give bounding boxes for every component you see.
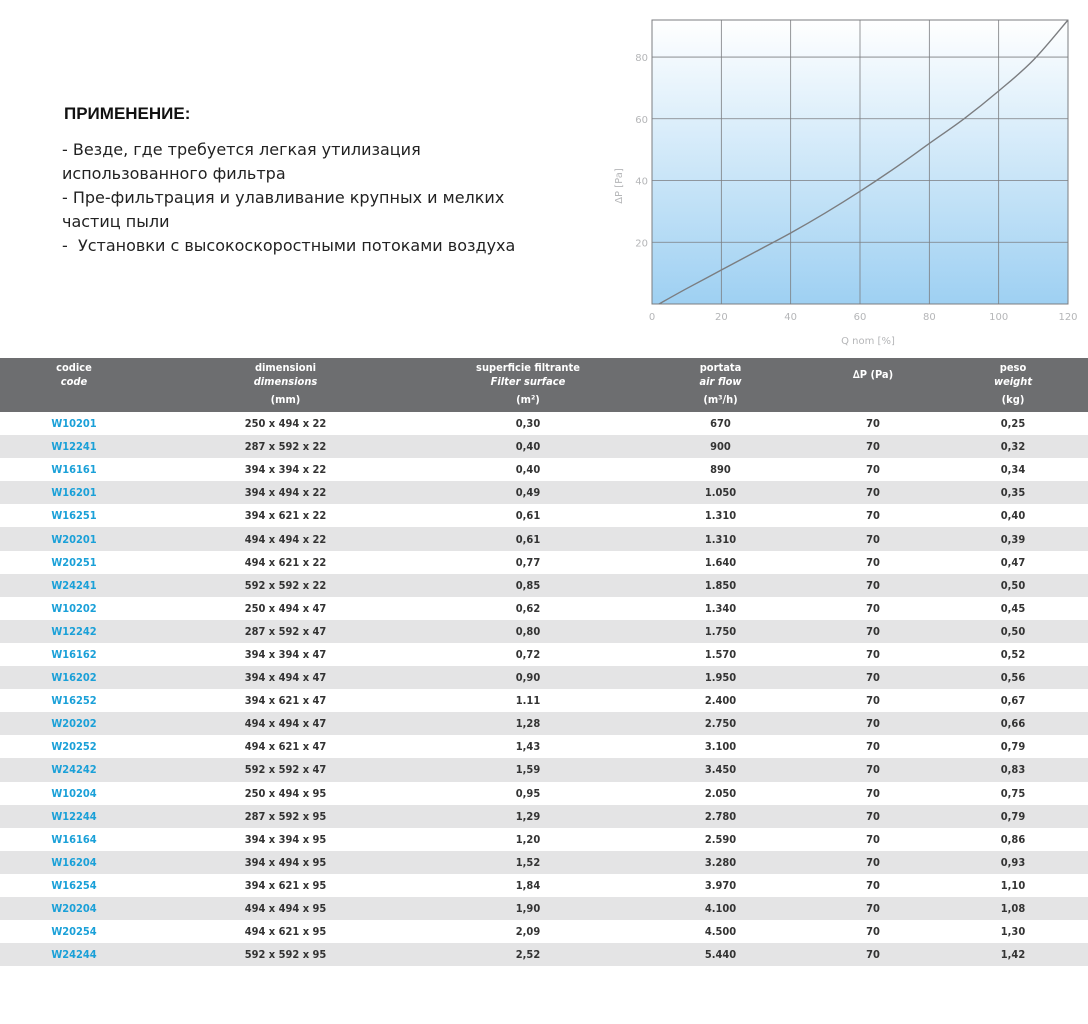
header-main-label: superficie filtrante xyxy=(476,361,580,374)
table-row xyxy=(0,897,1088,920)
header-cell-content xyxy=(808,358,938,412)
pressure-drop-cell: 70 xyxy=(808,758,938,781)
filter-surface-cell: 1,59 xyxy=(423,758,633,781)
dimensions-cell: 287 x 592 x 95 xyxy=(148,805,423,828)
dimensions-cell: 494 x 621 x 95 xyxy=(244,925,327,939)
pressure-drop-cell: 70 xyxy=(866,878,880,892)
header-main-label: ∆P (Pa) xyxy=(852,368,894,381)
header-air-flow xyxy=(633,358,808,412)
table-header-row xyxy=(0,358,1088,412)
filter-surface-cell: 1,52 xyxy=(423,851,633,874)
filter-surface-cell: 1,28 xyxy=(423,712,633,735)
table-row xyxy=(0,758,1088,781)
y-tick-label: 40 xyxy=(635,176,648,188)
header-main-label: portata xyxy=(699,361,742,374)
dimensions-cell: 394 x 394 x 22 xyxy=(244,463,327,477)
table-row xyxy=(0,597,1088,620)
air-flow-cell: 3.450 xyxy=(633,758,808,781)
product-code: W20252 xyxy=(51,740,97,754)
pressure-drop-cell: 70 xyxy=(866,740,880,754)
filter-specs-table xyxy=(0,358,1088,966)
product-code: W16251 xyxy=(51,509,97,523)
air-flow-cell: 1.850 xyxy=(633,574,808,597)
pressure-drop-cell: 70 xyxy=(808,574,938,597)
dimensions-cell: 394 x 621 x 47 xyxy=(244,694,327,708)
table-body xyxy=(0,412,1088,966)
weight-cell: 0,50 xyxy=(938,574,1088,597)
header-unit-label: (m³/h) xyxy=(703,393,738,406)
product-code: W16254 xyxy=(51,878,97,892)
dimensions-cell: 287 x 592 x 47 xyxy=(148,620,423,643)
header-sub-label: Filter surface xyxy=(490,375,566,388)
header-cell-content xyxy=(148,358,423,412)
weight-cell: 0,32 xyxy=(938,435,1088,458)
weight-cell: 0,39 xyxy=(938,527,1088,550)
table-row xyxy=(0,805,1088,828)
header-sub-label: air flow xyxy=(699,375,742,388)
y-tick-label: 60 xyxy=(635,114,648,126)
weight-cell: 0,79 xyxy=(1000,740,1026,754)
dimensions-cell: 592 x 592 x 22 xyxy=(148,574,423,597)
weight-cell: 0,35 xyxy=(938,481,1088,504)
x-tick-label: 0 xyxy=(648,312,656,323)
filter-surface-cell: 0,72 xyxy=(515,647,541,661)
filter-surface-cell: 0,49 xyxy=(423,481,633,504)
air-flow-cell: 670 xyxy=(710,417,731,431)
filter-surface-cell: 0,61 xyxy=(515,509,541,523)
table-row xyxy=(0,666,1088,689)
table-row xyxy=(0,435,1088,458)
pressure-drop-cell: 70 xyxy=(808,481,938,504)
header-unit-label: (m²) xyxy=(516,393,540,406)
table-row xyxy=(0,620,1088,643)
dimensions-cell: 494 x 621 x 47 xyxy=(244,740,327,754)
dimensions-cell: 394 x 394 x 47 xyxy=(244,647,327,661)
table-row xyxy=(0,874,1088,897)
air-flow-cell: 5.440 xyxy=(633,943,808,966)
x-axis-label: Q nom [%] xyxy=(841,336,895,347)
air-flow-cell: 1.050 xyxy=(633,481,808,504)
table-row xyxy=(0,551,1088,574)
product-code: W12244 xyxy=(0,805,148,828)
product-code: W16164 xyxy=(51,832,97,846)
air-flow-cell: 2.780 xyxy=(633,805,808,828)
dimensions-cell: 394 x 494 x 47 xyxy=(148,666,423,689)
x-tick-label: 120 xyxy=(1058,312,1078,323)
pressure-drop-cell: 70 xyxy=(808,805,938,828)
product-code: W12242 xyxy=(0,620,148,643)
pressure-drop-cell: 70 xyxy=(866,925,880,939)
weight-cell: 0,56 xyxy=(938,666,1088,689)
air-flow-cell: 1.340 xyxy=(704,601,737,615)
header-unit-label: (mm) xyxy=(270,393,301,406)
weight-cell: 0,40 xyxy=(1000,509,1026,523)
dimensions-cell: 394 x 621 x 95 xyxy=(244,878,327,892)
header-cell-content xyxy=(0,358,148,412)
product-code: W24244 xyxy=(0,943,148,966)
filter-surface-cell: 1,43 xyxy=(515,740,541,754)
application-line: использованного фильтра xyxy=(62,164,286,183)
pressure-drop-cell: 70 xyxy=(866,555,880,569)
application-line: частиц пыли xyxy=(62,212,170,231)
dimensions-cell: 592 x 592 x 95 xyxy=(148,943,423,966)
x-tick-label: 40 xyxy=(784,312,798,323)
table-row xyxy=(0,458,1088,481)
filter-surface-cell: 0,95 xyxy=(515,786,541,800)
table-row xyxy=(0,643,1088,666)
weight-cell: 1,30 xyxy=(1000,925,1026,939)
header-cell-content xyxy=(633,358,808,412)
air-flow-cell: 900 xyxy=(633,435,808,458)
header-cell-content xyxy=(938,358,1088,412)
weight-cell: 0,83 xyxy=(938,758,1088,781)
pressure-drop-cell: 70 xyxy=(808,897,938,920)
air-flow-cell: 1.310 xyxy=(633,527,808,550)
pressure-drop-cell: 70 xyxy=(866,417,880,431)
product-code: W20204 xyxy=(0,897,148,920)
filter-surface-cell: 2,09 xyxy=(515,925,541,939)
air-flow-cell: 3.100 xyxy=(704,740,737,754)
product-code: W12241 xyxy=(0,435,148,458)
header-filter-surface xyxy=(423,358,633,412)
weight-cell: 1,08 xyxy=(938,897,1088,920)
pressure-drop-cell: 70 xyxy=(866,601,880,615)
air-flow-cell: 2.400 xyxy=(704,694,737,708)
weight-cell: 0,86 xyxy=(1000,832,1026,846)
dimensions-cell: 494 x 494 x 22 xyxy=(148,527,423,550)
table-row xyxy=(0,504,1088,527)
header-code xyxy=(0,358,148,412)
application-section xyxy=(62,104,582,258)
application-line: - Установки с высокоскоростными потоками воздуха xyxy=(62,236,516,255)
filter-surface-cell: 1.11 xyxy=(515,694,541,708)
pressure-drop-cell: 70 xyxy=(866,647,880,661)
pressure-drop-cell: 70 xyxy=(866,509,880,523)
product-code: W16201 xyxy=(0,481,148,504)
dimensions-cell: 250 x 494 x 95 xyxy=(244,786,327,800)
air-flow-cell: 2.050 xyxy=(704,786,737,800)
pressure-drop-chart xyxy=(600,0,1088,352)
filter-surface-cell: 0,80 xyxy=(423,620,633,643)
pressure-drop-cell: 70 xyxy=(866,832,880,846)
dimensions-cell: 250 x 494 x 22 xyxy=(244,417,327,431)
air-flow-cell: 2.590 xyxy=(704,832,737,846)
pressure-drop-cell: 70 xyxy=(808,851,938,874)
filter-surface-cell: 2,52 xyxy=(423,943,633,966)
air-flow-cell: 890 xyxy=(710,463,731,477)
product-code: W20254 xyxy=(51,925,97,939)
header-main-label: dimensioni xyxy=(254,361,317,374)
product-code: W20201 xyxy=(0,527,148,550)
air-flow-cell: 4.500 xyxy=(704,925,737,939)
dimensions-cell: 494 x 494 x 95 xyxy=(148,897,423,920)
header-sub-label: dimensions xyxy=(253,375,318,388)
pressure-drop-cell: 70 xyxy=(808,943,938,966)
filter-surface-cell: 1,84 xyxy=(515,878,541,892)
filter-surface-cell: 0,40 xyxy=(423,435,633,458)
product-code: W16204 xyxy=(0,851,148,874)
dimensions-cell: 592 x 592 x 47 xyxy=(148,758,423,781)
weight-cell: 0,50 xyxy=(938,620,1088,643)
pressure-drop-cell: 70 xyxy=(808,527,938,550)
x-tick-label: 20 xyxy=(714,312,728,323)
air-flow-cell: 2.750 xyxy=(633,712,808,735)
weight-cell: 1,42 xyxy=(938,943,1088,966)
header-main-label: codice xyxy=(56,361,92,374)
weight-cell: 0,75 xyxy=(1000,786,1026,800)
weight-cell: 0,79 xyxy=(938,805,1088,828)
product-code: W24241 xyxy=(0,574,148,597)
weight-cell: 0,34 xyxy=(1000,463,1026,477)
table-row xyxy=(0,527,1088,550)
air-flow-cell: 4.100 xyxy=(633,897,808,920)
dimensions-cell: 494 x 621 x 22 xyxy=(244,555,327,569)
dimensions-cell: 287 x 592 x 22 xyxy=(148,435,423,458)
weight-cell: 0,93 xyxy=(938,851,1088,874)
weight-cell: 0,52 xyxy=(1000,647,1026,661)
filter-surface-cell: 1,20 xyxy=(515,832,541,846)
table-row xyxy=(0,828,1088,851)
pressure-drop-cell: 70 xyxy=(808,666,938,689)
dimensions-cell: 394 x 394 x 95 xyxy=(244,832,327,846)
product-code: W10201 xyxy=(51,417,97,431)
table-row xyxy=(0,943,1088,966)
product-code: W16252 xyxy=(51,694,97,708)
y-tick-label: 80 xyxy=(635,53,648,65)
weight-cell: 1,10 xyxy=(1000,878,1026,892)
header-main-label: peso xyxy=(999,361,1027,374)
header-sub-label: code xyxy=(60,375,88,388)
pressure-drop-cell: 70 xyxy=(808,712,938,735)
filter-surface-cell: 1,90 xyxy=(423,897,633,920)
air-flow-cell: 3.970 xyxy=(704,878,737,892)
application-line: - Пре-фильтрация и улавливание крупных и мелких xyxy=(62,188,505,207)
weight-cell: 0,45 xyxy=(1000,601,1026,615)
pressure-drop-cell: 70 xyxy=(866,694,880,708)
product-code: W16202 xyxy=(0,666,148,689)
weight-cell: 0,25 xyxy=(1000,417,1026,431)
air-flow-cell: 1.950 xyxy=(633,666,808,689)
x-tick-label: 60 xyxy=(853,312,867,323)
air-flow-cell: 1.640 xyxy=(704,555,737,569)
dimensions-cell: 494 x 494 x 47 xyxy=(148,712,423,735)
pressure-drop-cell: 70 xyxy=(808,435,938,458)
filter-surface-cell: 0,77 xyxy=(515,555,541,569)
header-pressure-drop xyxy=(808,358,938,412)
product-code: W16162 xyxy=(51,647,97,661)
product-code: W20202 xyxy=(0,712,148,735)
dimensions-cell: 394 x 494 x 95 xyxy=(148,851,423,874)
table-row xyxy=(0,412,1088,435)
air-flow-cell: 1.310 xyxy=(704,509,737,523)
table-row xyxy=(0,574,1088,597)
air-flow-cell: 1.570 xyxy=(704,647,737,661)
table-row xyxy=(0,735,1088,758)
chart-svg xyxy=(600,0,1088,352)
pressure-drop-cell: 70 xyxy=(808,620,938,643)
filter-surface-cell: 0,90 xyxy=(423,666,633,689)
product-code: W10204 xyxy=(51,786,97,800)
header-unit-label: (kg) xyxy=(1001,393,1025,406)
product-code: W20251 xyxy=(51,555,97,569)
filter-surface-cell: 0,61 xyxy=(423,527,633,550)
air-flow-cell: 1.750 xyxy=(633,620,808,643)
header-weight xyxy=(938,358,1088,412)
header-cell-content xyxy=(423,358,633,412)
product-code: W24242 xyxy=(0,758,148,781)
dimensions-cell: 250 x 494 x 47 xyxy=(244,601,327,615)
filter-surface-cell: 0,30 xyxy=(515,417,541,431)
y-tick-label: 20 xyxy=(635,238,648,250)
table-row xyxy=(0,481,1088,504)
weight-cell: 0,66 xyxy=(938,712,1088,735)
dimensions-cell: 394 x 621 x 22 xyxy=(244,509,327,523)
application-title: ПРИМЕНЕНИЕ: xyxy=(64,104,191,123)
filter-surface-cell: 0,85 xyxy=(423,574,633,597)
product-code: W16161 xyxy=(51,463,97,477)
product-code: W10202 xyxy=(51,601,97,615)
table-row xyxy=(0,920,1088,943)
application-line: - Везде, где требуется легкая утилизация xyxy=(62,140,421,159)
x-tick-label: 80 xyxy=(922,312,936,323)
table-row xyxy=(0,689,1088,712)
x-tick-label: 100 xyxy=(989,312,1009,323)
table-row xyxy=(0,851,1088,874)
weight-cell: 0,47 xyxy=(1000,555,1026,569)
header-dimensions xyxy=(148,358,423,412)
header-sub-label: weight xyxy=(993,375,1033,388)
filter-surface-cell: 0,62 xyxy=(515,601,541,615)
weight-cell: 0,67 xyxy=(1000,694,1026,708)
filter-surface-cell: 0,40 xyxy=(515,463,541,477)
pressure-drop-cell: 70 xyxy=(866,786,880,800)
y-axis-label: ΔP [Pa] xyxy=(614,168,625,204)
pressure-drop-cell: 70 xyxy=(866,463,880,477)
filter-surface-cell: 1,29 xyxy=(423,805,633,828)
table-row xyxy=(0,712,1088,735)
dimensions-cell: 394 x 494 x 22 xyxy=(148,481,423,504)
table-row xyxy=(0,782,1088,805)
air-flow-cell: 3.280 xyxy=(633,851,808,874)
